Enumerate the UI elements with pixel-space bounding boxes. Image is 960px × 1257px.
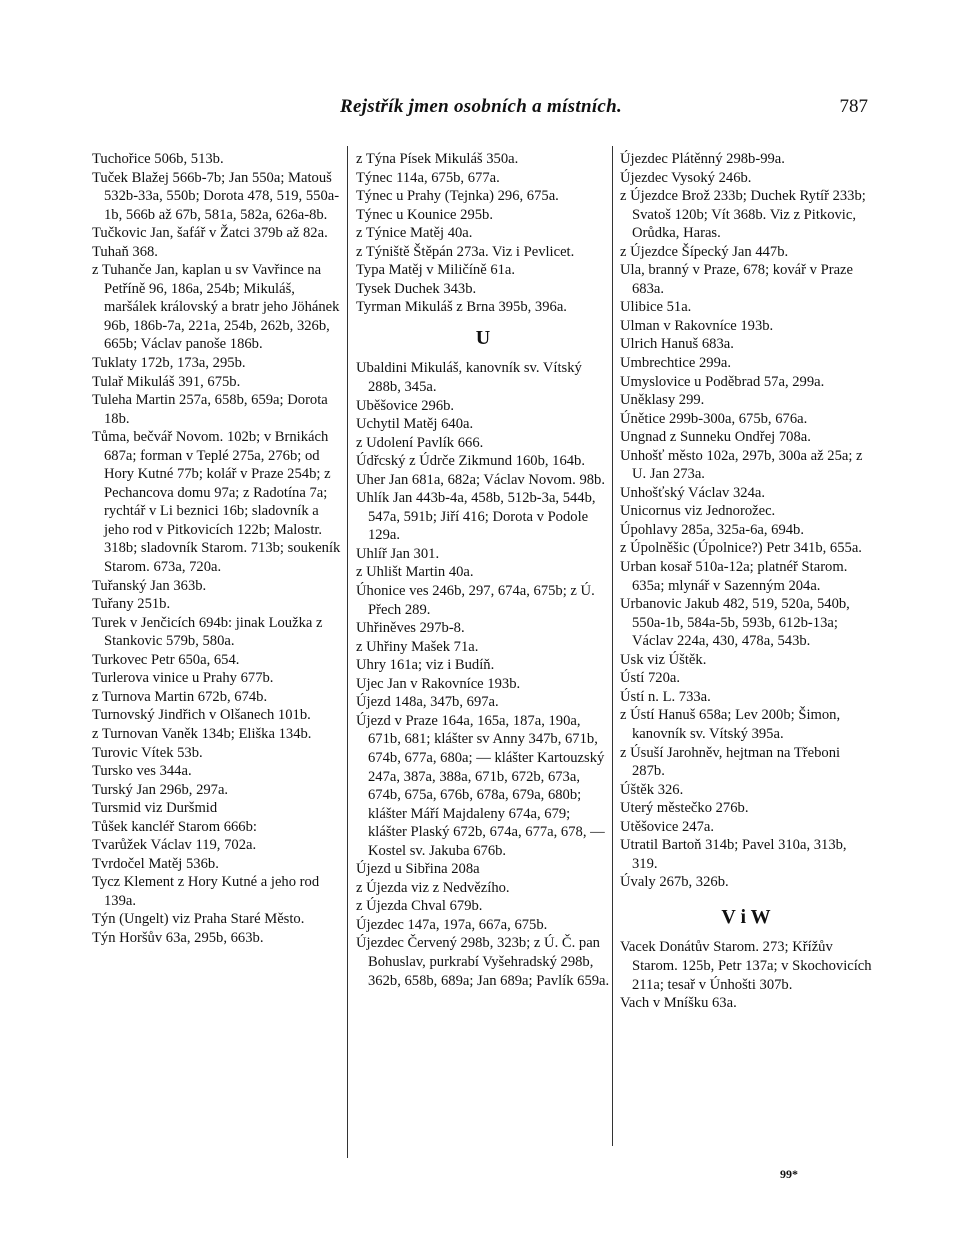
index-entry: z Újezdce Šípecký Jan 447b. xyxy=(620,243,789,260)
index-entry: Tuřany 251b. xyxy=(92,596,171,613)
index-entry: Únětice 299b-300a, 675b, 676a. xyxy=(620,410,808,427)
index-entry: Ústí 720a. xyxy=(620,670,680,687)
index-entry: Tůšek kancléř Starom 666b: xyxy=(92,818,257,835)
index-entry: Tulař Mikuláš 391, 675b. xyxy=(92,373,241,390)
index-entry: Tuček Blažej 566b-7b; Jan 550a; Matouš 532b-33a, 550b; Dorota 478, 519, 550a-1b, 566b až 67b, 581a, 582a, 626a-8b. xyxy=(92,169,340,223)
page-header xyxy=(0,96,960,124)
index-entry: Tyrman Mikuláš z Brna 395b, 396a. xyxy=(356,299,567,316)
index-entry: Tůma, bečvář Novom. 102b; v Brnikách 687a; forman v Teplé 275a, 276b; od Hory Kutné 77b; kolář v Praze 254b; z Pechancova domu 97a; z Radotína 7a; rychtář v Li beznici 16b; sladovník a jeho rod v Pitkovicích 122b; Malostr. 318b; sladovník Starom. 713b; soukeník Starom. 673a, 720a. xyxy=(92,429,341,576)
index-entry: Ungnad z Sunneku Ondřej 708a. xyxy=(620,429,811,446)
column-divider xyxy=(347,146,348,1158)
index-entry: Uher Jan 681a, 682a; Václav Novom. 98b. xyxy=(356,471,605,488)
index-entry: z Týna Písek Mikuláš 350a. xyxy=(356,151,519,167)
index-entry: z Úsuší Jarohněv, hejtman na Třeboni 287b. xyxy=(620,744,841,780)
index-entry: z Uhřiny Mašek 71a. xyxy=(356,638,479,655)
index-entry: Umbrechtice 299a. xyxy=(620,355,732,372)
index-entry: z Týnice Matěj 40a. xyxy=(356,225,473,242)
index-entry: Utěšovice 247a. xyxy=(620,818,715,835)
index-entry: Újezdec Plátěnný 298b-99a. xyxy=(620,151,785,167)
index-entry: z Týniště Štěpán 273a. Viz i Pevlicet. xyxy=(356,243,575,260)
index-entry: z Uhlišt Martin 40a. xyxy=(356,564,474,581)
index-entry: Úštěk 326. xyxy=(620,781,684,798)
index-entry: Utratil Bartoň 314b; Pavel 310a, 313b, 319. xyxy=(620,837,847,872)
index-entry: z Udolení Pavlík 666. xyxy=(356,434,484,451)
entry-group xyxy=(620,938,872,1012)
index-entry: Uhlíř Jan 301. xyxy=(356,545,440,562)
index-entry: Usk viz Úštěk. xyxy=(620,651,707,668)
index-entry: z Újezda Chval 679b. xyxy=(356,898,483,915)
index-entry: Týnec u Kounice 295b. xyxy=(356,206,493,223)
index-entry: Tuhaň 368. xyxy=(92,243,158,260)
index-entry: Turkovec Petr 650a, 654. xyxy=(92,651,240,668)
index-entry: Uběšovice 296b. xyxy=(356,397,455,414)
index-entry: Uhlík Jan 443b-4a, 458b, 512b-3a, 544b, 547a, 591b; Jiří 416; Dorota v Podole 129a. xyxy=(356,490,596,544)
index-entry: z Újezdce Brož 233b; Duchek Rytíř 233b; Svatoš 120b; Vít 368b. Viz z Pitkovic, Orůdka, Haras. xyxy=(620,188,866,242)
index-entry: z Turnova Martin 672b, 674b. xyxy=(92,688,268,705)
index-entry: Turek v Jenčicích 694b: jinak Loužka z Stankovic 579b, 580a. xyxy=(92,614,323,650)
index-column-1 xyxy=(92,150,342,948)
index-entry: Typa Matěj v Miličíně 61a. xyxy=(356,262,516,279)
index-entry: Uterý městečko 276b. xyxy=(620,800,749,817)
index-entry: Urbanovic Jakub 482, 519, 520a, 540b, 550a-1b, 584a-5b, 593b, 612b-13a; Václav 224a, 430, 478a, 543b. xyxy=(620,596,850,650)
index-entry: Unicornus viz Jednorožec. xyxy=(620,503,776,520)
index-entry: Tursmid viz Duršmid xyxy=(92,800,218,817)
index-entry: z Ústí Hanuš 658a; Lev 200b; Šimon, kanovník sv. Vítský 395a. xyxy=(620,707,841,742)
index-entry: Újezd 148a, 347b, 697a. xyxy=(356,694,499,711)
index-entry: Tursko ves 344a. xyxy=(92,763,192,780)
index-entry: z Újezda viz z Nedvězího. xyxy=(356,879,510,896)
index-column-3 xyxy=(620,150,872,1013)
index-entry: Tysek Duchek 343b. xyxy=(356,280,477,297)
index-entry: Tuleha Martin 257a, 658b, 659a; Dorota 18b. xyxy=(92,392,328,427)
entry-group xyxy=(356,150,610,317)
index-entry: Týn Horšův 63a, 295b, 663b. xyxy=(92,929,264,946)
index-entry: Turský Jan 296b, 297a. xyxy=(92,781,229,798)
index-entry: Tuklaty 172b, 173a, 295b. xyxy=(92,355,246,372)
index-entry: Újezd v Praze 164a, 165a, 187a, 190a, 671b, 681; klášter sv Anny 347b, 671b, 674b, 677a, 680a; — klášter Kartouzský 247a, 387a, 388a, 671b, 672b, 673a, 674b, 675a, 676b, 678a, 679a, 680b; klášter Máří Majdaleny 674a, 679; klášter Plaský 672b, 674a, 677a, 678, — Kostel sv. Jakuba 676b. xyxy=(356,712,605,859)
index-entry: Vacek Donátův Starom. 273; Křížův Starom. 125b, Petr 137a; v Skochovicích 211a; tesař v Únhošti 307b. xyxy=(620,939,872,993)
index-entry: Uněklasy 299. xyxy=(620,392,705,409)
index-column-2 xyxy=(356,150,610,990)
index-entry: Ulman v Rakovníce 193b. xyxy=(620,317,774,334)
index-entry: Unhošť město 102a, 297b, 300a až 25a; z U. Jan 273a. xyxy=(620,447,863,483)
page-number: 787 xyxy=(839,96,868,117)
index-entry: Tvrdočel Matěj 536b. xyxy=(92,855,219,872)
index-entry: Turlerova vinice u Prahy 677b. xyxy=(92,670,274,687)
index-entry: Turovic Vítek 53b. xyxy=(92,744,203,761)
section-heading-v-w: V i W xyxy=(721,905,771,928)
index-entry: Uchytil Matěj 640a. xyxy=(356,416,474,433)
column-divider xyxy=(612,146,613,1146)
index-entry: Týn (Ungelt) viz Praha Staré Město. xyxy=(92,911,305,928)
index-entry: Tvarůžek Václav 119, 702a. xyxy=(92,837,257,854)
index-entry: Uhřiněves 297b-8. xyxy=(356,620,465,637)
index-entry: Úvaly 267b, 326b. xyxy=(620,874,729,891)
index-entry: Údřcský z Údrče Zikmund 160b, 164b. xyxy=(356,453,585,470)
index-entry: Unhošťský Václav 324a. xyxy=(620,484,765,501)
index-entry: Tycz Klement z Hory Kutné a jeho rod 139a. xyxy=(92,874,320,909)
index-entry: Ústí n. L. 733a. xyxy=(620,688,711,705)
index-entry: Újezdec Vysoký 246b. xyxy=(620,169,752,186)
index-entry: Týnec 114a, 675b, 677a. xyxy=(356,169,500,186)
index-entry: Ula, branný v Praze, 678; kovář v Praze 683a. xyxy=(620,262,854,297)
index-entry: z Turnovan Vaněk 134b; Eliška 134b. xyxy=(92,725,312,742)
index-entry: Vach v Mníšku 63a. xyxy=(620,995,737,1012)
index-entry: Tuchořice 506b, 513b. xyxy=(92,151,224,167)
index-entry: Uhry 161a; viz i Budíň. xyxy=(356,657,495,674)
index-entry: Urban kosař 510a-12a; platnéř Starom. 635a; mlynář v Sazenným 204a. xyxy=(620,559,848,594)
running-title: Rejstřík jmen osobních a místních. xyxy=(340,96,623,117)
index-entry: Úhonice ves 246b, 297, 674a, 675b; z Ú. Přech 289. xyxy=(356,583,595,618)
index-entry: Újezdec Červený 298b, 323b; z Ú. Č. pan Bohuslav, purkrabí Vyšehradský 298b, 362b, 658b, 689a; Jan 689a; Pavlík 659a. xyxy=(356,935,610,989)
printer-signature: 99* xyxy=(780,1167,798,1181)
entry-group xyxy=(356,359,610,990)
index-entry: z Úpolněšic (Úpolnice?) Petr 341b, 655a. xyxy=(620,540,862,557)
index-entry: Ubaldini Mikuláš, kanovník sv. Vítský 288b, 345a. xyxy=(356,360,582,396)
index-entry: Újezd u Sibřina 208a xyxy=(356,861,480,878)
index-entry: Ulibice 51a. xyxy=(620,299,692,316)
index-entry: Újezdec 147a, 197a, 667a, 675b. xyxy=(356,916,548,933)
index-entry: Tuřanský Jan 363b. xyxy=(92,577,207,594)
index-entry: Turnovský Jindřich v Olšanech 101b. xyxy=(92,707,311,724)
index-entry: Tučkovic Jan, šafář v Žatci 379b až 82a. xyxy=(92,225,328,242)
index-entry: z Tuhanče Jan, kaplan u sv Vavřince na Petříně 96, 186a, 254b; Mikuláš, maršálek královský a bratr jeho Jöhánek 96b, 186b-7a, 221a, 254b, 262b, 326b, 665b; Václav panoše 186b. xyxy=(92,262,340,353)
section-heading-u: U xyxy=(475,326,491,349)
index-entry: Ulrich Hanuš 683a. xyxy=(620,336,734,353)
index-entry: Umyslovice u Poděbrad 57a, 299a. xyxy=(620,373,825,390)
index-entry: Ujec Jan v Rakovníce 193b. xyxy=(356,675,521,692)
entry-group xyxy=(620,150,872,892)
index-entry: Týnec u Prahy (Tejnka) 296, 675a. xyxy=(356,188,559,205)
index-entry: Úpohlavy 285a, 325a-6a, 694b. xyxy=(620,521,805,538)
